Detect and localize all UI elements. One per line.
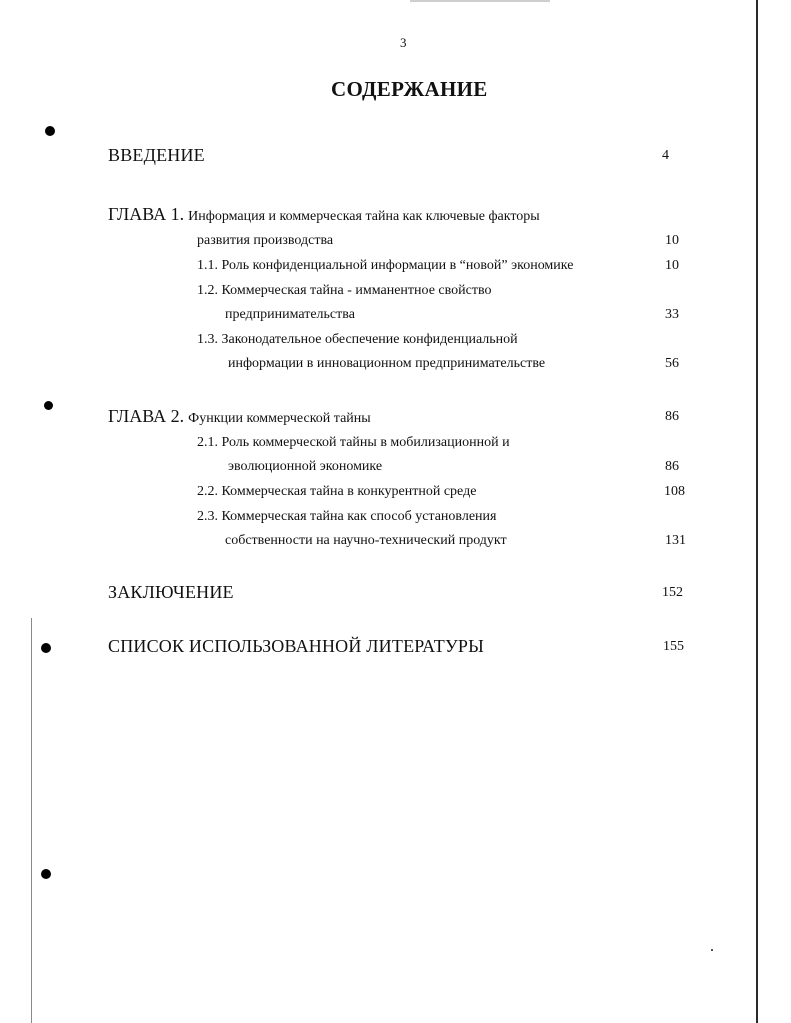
toc-chapter2-heading: [108, 406, 371, 427]
toc-section-2-3-line1: 2.3. Коммерческая тайна как способ установления: [197, 509, 497, 524]
scan-top-edge: [410, 0, 550, 2]
toc-references-page: 155: [663, 639, 684, 654]
toc-conclusion-page: 152: [662, 585, 683, 600]
toc-section-1-2-page: 33: [665, 307, 679, 322]
punch-hole: [45, 126, 55, 136]
toc-section-1-2-line2: предпринимательства: [225, 307, 355, 322]
toc-chapter1-title-line1: Информация и коммерческая тайна как ключевые факторы: [188, 209, 540, 224]
toc-section-1-3-page: 56: [665, 356, 679, 371]
toc-chapter1-prefix: ГЛАВА 1.: [108, 204, 185, 224]
toc-intro-label: ВВЕДЕНИЕ: [108, 145, 205, 165]
toc-section-2-1-page: 86: [665, 459, 679, 474]
toc-chapter1-title-line2: развития производства: [197, 233, 334, 248]
toc-section-1-1: 1.1. Роль конфиденциальной информации в “новой” экономике: [197, 258, 574, 273]
scan-speck: [711, 949, 713, 951]
punch-hole: [44, 401, 53, 410]
toc-chapter2-page: 86: [665, 409, 679, 424]
toc-section-2-3-page: 131: [665, 533, 686, 548]
toc-intro-page: 4: [662, 148, 669, 163]
page-title: СОДЕРЖАНИЕ: [331, 77, 488, 101]
toc-section-2-1-line1: 2.1. Роль коммерческой тайны в мобилизационной и: [197, 435, 510, 450]
toc-chapter2-prefix: ГЛАВА 2.: [108, 406, 185, 426]
punch-hole: [41, 643, 51, 653]
punch-hole: [41, 869, 51, 879]
toc-section-1-2-line1: 1.2. Коммерческая тайна - имманентное свойство: [197, 283, 492, 298]
toc-chapter2-title-line1: Функции коммерческой тайны: [188, 411, 371, 426]
toc-section-1-3-line2: информации в инновационном предпринимательстве: [228, 356, 546, 371]
toc-section-2-1-line2: эволюционной экономике: [228, 459, 383, 474]
toc-section-2-2: 2.2. Коммерческая тайна в конкурентной среде: [197, 484, 477, 499]
toc-references-label: СПИСОК ИСПОЛЬЗОВАННОЙ ЛИТЕРАТУРЫ: [108, 636, 485, 656]
toc-chapter1-page: 10: [665, 233, 679, 248]
toc-conclusion-label: ЗАКЛЮЧЕНИЕ: [108, 582, 234, 602]
page-number: 3: [400, 35, 407, 50]
toc-section-1-1-page: 10: [665, 258, 679, 273]
toc-section-2-2-page: 108: [664, 484, 685, 499]
toc-chapter1-heading: [108, 204, 540, 225]
scan-right-edge: [756, 0, 758, 1023]
toc-section-1-3-line1: 1.3. Законодательное обеспечение конфиденциальной: [197, 332, 518, 347]
scan-left-edge: [31, 618, 32, 1023]
toc-section-2-3-line2: собственности на научно-технический продукт: [225, 533, 507, 548]
